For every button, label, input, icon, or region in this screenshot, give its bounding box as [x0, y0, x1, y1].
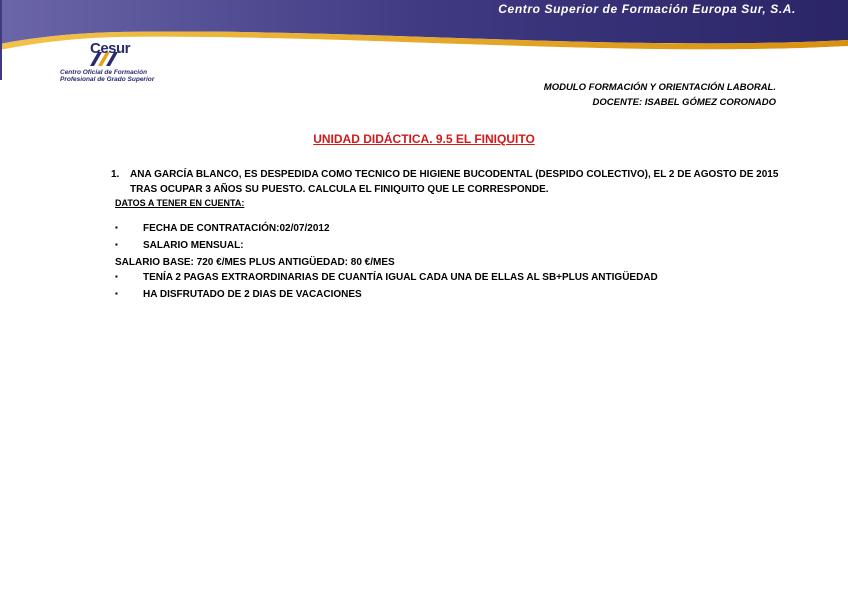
banner-title: Centro Superior de Formación Europa Sur, S.A.	[498, 2, 796, 16]
list-item-text: SALARIO MENSUAL:	[143, 240, 244, 251]
question-number: 1.	[111, 169, 120, 180]
list-item-text: FECHA DE CONTRATACIÓN:02/07/2012	[143, 223, 330, 234]
modulo-label: MODULO FORMACIÓN Y ORIENTACIÓN LABORAL.	[543, 82, 776, 93]
docente-label: DOCENTE: ISABEL GÓMEZ CORONADO	[592, 97, 776, 108]
logo-subtitle-1: Centro Oficial de Formación	[60, 69, 148, 76]
list-item	[115, 240, 244, 251]
question	[111, 167, 791, 197]
bullet-icon: ▪	[115, 289, 118, 298]
bullet-icon: ▪	[115, 272, 118, 281]
list-item	[115, 223, 330, 234]
list-item	[115, 272, 658, 283]
salario-line: SALARIO BASE: 720 €/MES PLUS ANTIGÜEDAD: 80 €/MES	[115, 257, 395, 268]
bullet-icon: ▪	[115, 223, 118, 232]
unit-title: UNIDAD DIDÁCTICA. 9.5 EL FINIQUITO	[313, 132, 535, 146]
list-item-text: HA DISFRUTADO DE 2 DIAS DE VACACIONES	[143, 289, 362, 300]
bullet-icon: ▪	[115, 240, 118, 249]
logo-word: Cesur	[90, 40, 131, 57]
logo-subtitle-2: Profesional de Grado Superior	[60, 76, 155, 83]
datos-heading: DATOS A TENER EN CUENTA:	[115, 198, 245, 208]
list-item	[115, 289, 362, 300]
question-text: ANA GARCÍA BLANCO, ES DESPEDIDA COMO TECNICO DE HIGIENE BUCODENTAL (DESPIDO COLECTIVO), EL 2 DE AGOSTO DE 2015 TRAS OCUPAR 3 AÑOS SU PUESTO. CALCULA EL FINIQUITO QUE LE CORRESPONDE.	[130, 169, 779, 195]
list-item-text: TENÍA 2 PAGAS EXTRAORDINARIAS DE CUANTÍA IGUAL CADA UNA DE ELLAS AL SB+PLUS ANTIGÜEDAD	[143, 272, 658, 283]
cesur-logo	[52, 40, 212, 84]
